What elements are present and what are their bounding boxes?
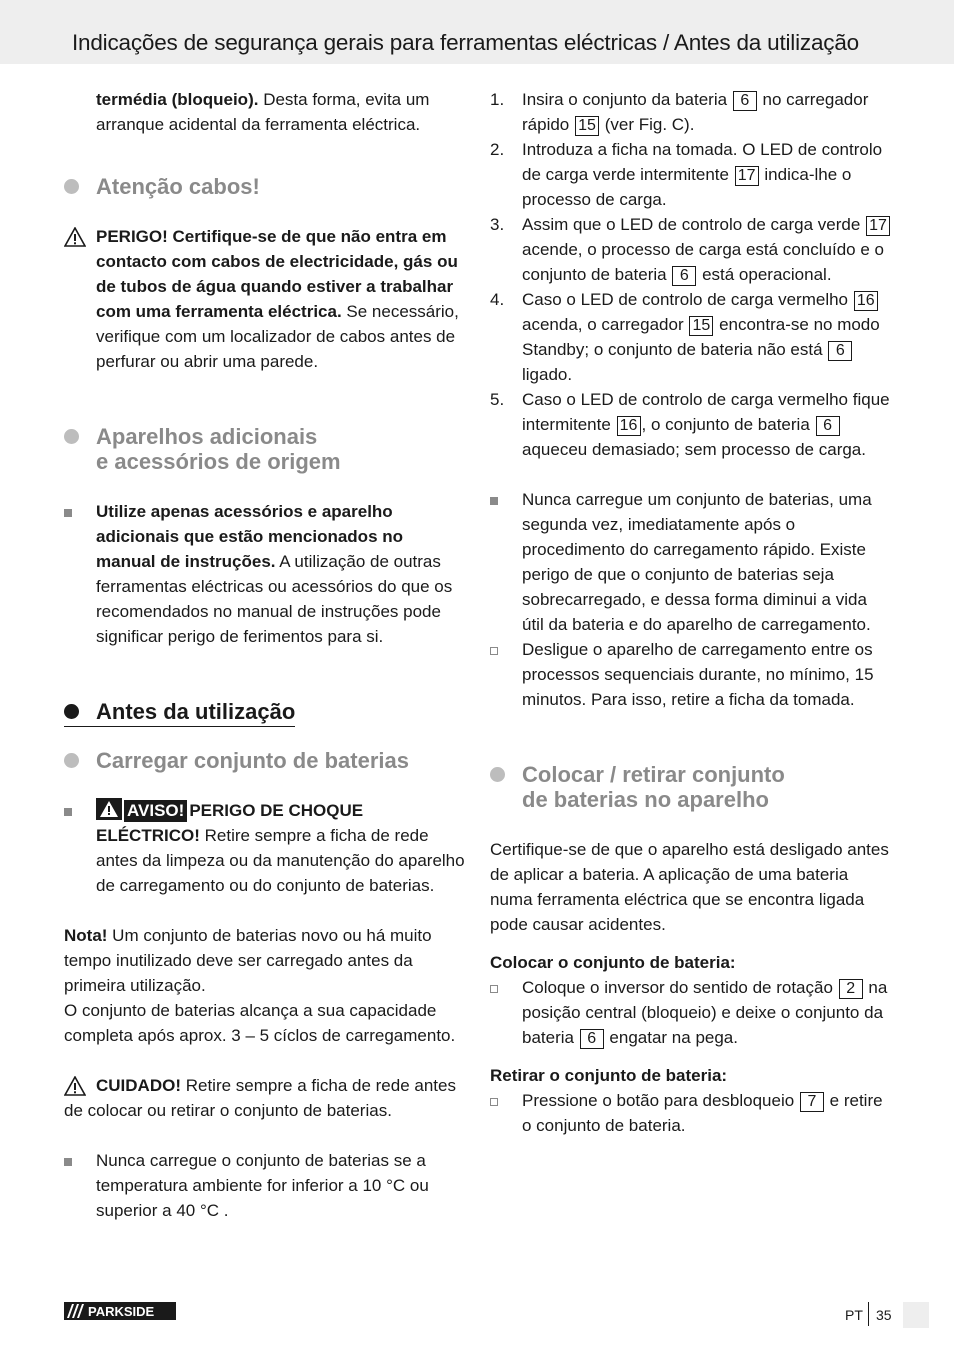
step-1: 1. Insira o conjunto da bateria 6 no carregador rápido 15 (ver Fig. C). <box>490 90 869 134</box>
page-number: 35 <box>876 1307 892 1323</box>
subheading-retirar: Retirar o conjunto de bateria: <box>490 1066 728 1085</box>
intro-paragraph: termédia (bloqueio). Desta forma, evita um arranque acidental da ferramenta eléctrica. <box>96 90 430 134</box>
warning-triangle-icon <box>64 1076 86 1096</box>
list-item-retirar: Pressione o botão para desbloqueio 7 e retire o conjunto de bateria. <box>490 1088 892 1138</box>
page-title: Indicações de segurança gerais para ferramentas eléctricas / Antes da utilização <box>72 30 859 55</box>
subheading-colocar: Colocar o conjunto de bateria: <box>490 953 736 972</box>
step-5: 5. Caso o LED de controlo de carga vermelho fique intermitente 16 , o conjunto de bateria 6 aqueceu demasiado; sem processo de carga. <box>490 390 890 459</box>
list-item-temperatura: Nunca carregue o conjunto de baterias se a temperatura ambiente for inferior a 10 °C ou superior a 40 °C . <box>64 1148 466 1223</box>
square-bullet-icon <box>490 497 498 505</box>
step-2: 2. Introduza a ficha na tomada. O LED de controlo de carga verde intermitente 17 indica-lhe o processo de carga. <box>490 140 883 209</box>
nota-paragraph: Nota! Um conjunto de baterias novo ou há muito tempo inutilizado deve ser carregado antes da primeira utilização. <box>64 926 432 995</box>
right-column <box>490 87 892 1138</box>
square-bullet-icon <box>64 808 72 816</box>
bullet-dot-icon <box>490 767 505 782</box>
bullet-dot-icon <box>64 179 79 194</box>
section-heading-cabos: Atenção cabos! <box>64 174 466 199</box>
aviso-badge: AVISO! <box>124 800 187 822</box>
parkside-logo <box>64 1302 176 1320</box>
warning-cabos: PERIGO! Certifique-se de que não entra em contacto com cabos de electricidade, gás ou de tubos de água quando estiver a trabalhar com uma ferramenta eléctrica. Se necessário, verifique com um localizador de cabos antes de perfurar ou abrir uma parede. <box>64 224 466 374</box>
language-code: PT <box>845 1307 863 1323</box>
section-heading-colocar: Colocar / retirar conjunto de baterias no aparelho <box>490 762 892 812</box>
warning-triangle-icon <box>96 798 122 820</box>
square-bullet-icon <box>64 1158 72 1166</box>
footer-divider <box>868 1302 869 1326</box>
nota-line2: O conjunto de baterias alcança a sua capacidade completa após aprox. 3 – 5 cíclos de carregamento. <box>64 1001 456 1045</box>
list-item-desligue: Desligue o aparelho de carregamento entre os processos sequenciais durante, no mínimo, 15 minutos. Para isso, retire a ficha da tomada. <box>490 637 892 712</box>
section-heading-antes: Antes da utilização <box>64 699 295 727</box>
left-column <box>64 87 466 1223</box>
footer-tab-marker <box>903 1302 929 1328</box>
bullet-dot-icon <box>64 753 79 768</box>
list-item-aviso: AVISO! PERIGO DE CHOQUE ELÉCTRICO! Retire sempre a ficha de rede antes da limpeza ou da manutenção do aparelho de carregamento ou do conjunto de baterias. <box>64 798 466 898</box>
warning-triangle-icon <box>64 227 86 247</box>
bullet-dot-icon <box>64 429 79 444</box>
bullet-dot-icon <box>64 704 79 719</box>
page-header <box>0 0 954 64</box>
checkbox-bullet-icon <box>490 985 498 993</box>
step-4: 4. Caso o LED de controlo de carga vermelho 16 acenda, o carregador 15 encontra-se no modo Standby; o conjunto de bateria não está 6 ligado. <box>490 290 880 384</box>
brand-text: PARKSIDE <box>88 1304 155 1319</box>
section-heading-carregar: Carregar conjunto de baterias <box>64 748 466 773</box>
list-item-colocar: Coloque o inversor do sentido de rotação 2 na posição central (bloqueio) e deixe o conjunto da bateria 6 engatar na pega. <box>490 975 892 1050</box>
list-item-aparelhos: Utilize apenas acessórios e aparelho adicionais que estão mencionados no manual de instruções. A utilização de outras ferramentas eléctricas ou acessórios do que os recomendados no manual de instruções pode significar perigo de ferimentos para si. <box>64 499 466 649</box>
checkbox-bullet-icon <box>490 647 498 655</box>
square-bullet-icon <box>64 509 72 517</box>
section-heading-aparelhos: Aparelhos adicionais e acessórios de origem <box>64 424 466 474</box>
cuidado-paragraph: CUIDADO! Retire sempre a ficha de rede antes de colocar ou retirar o conjunto de baterias. <box>64 1076 456 1120</box>
list-item-nunca: Nunca carregue um conjunto de baterias, uma segunda vez, imediatamente após o procedimento do carregamento rápido. Existe perigo de que o conjunto de baterias seja sobrecarregado, e dessa forma diminui a vida útil da bateria e do aparelho de carregamento. <box>490 487 892 637</box>
colocar-intro: Certifique-se de que o aparelho está desligado antes de aplicar a bateria. A aplicação de uma bateria numa ferramenta eléctrica que se encontra ligada pode causar acidentes. <box>490 840 889 934</box>
checkbox-bullet-icon <box>490 1098 498 1106</box>
step-3: 3. Assim que o LED de controlo de carga verde 17 acende, o processo de carga está concluído e o conjunto de bateria 6 está operacional. <box>490 212 892 287</box>
